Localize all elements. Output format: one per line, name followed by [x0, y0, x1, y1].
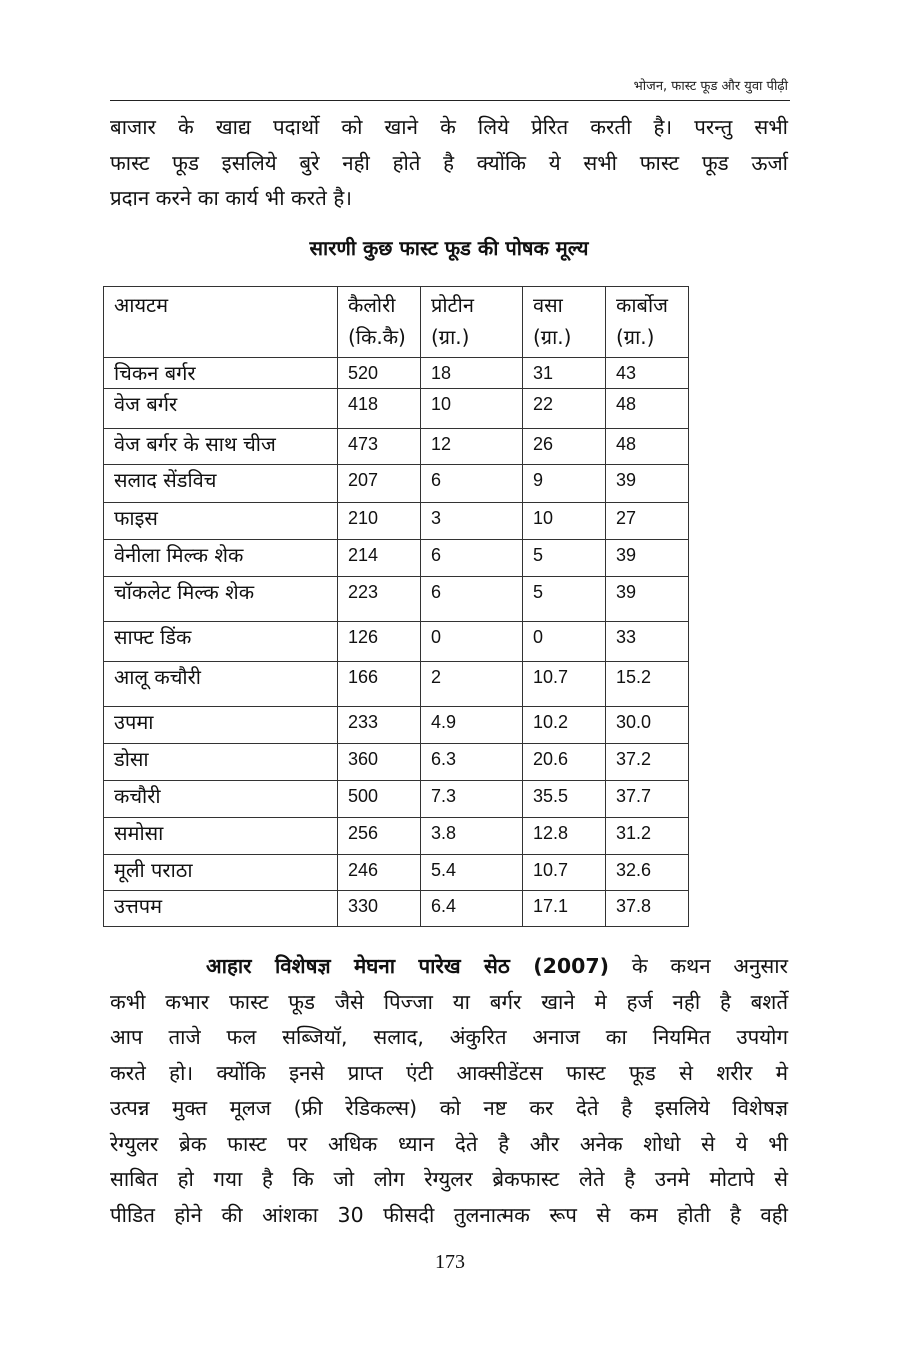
cell-carbs: 39	[606, 577, 689, 622]
header-protein: प्रोटीन (ग्रा.)	[421, 287, 523, 358]
cell-calories: 214	[338, 540, 421, 577]
table-row	[104, 540, 689, 577]
nutrition-table	[103, 286, 689, 927]
cell-item: चिकन बर्गर	[104, 358, 338, 389]
cell-carbs: 39	[606, 540, 689, 577]
cell-carbs: 30.0	[606, 707, 689, 744]
table-row	[104, 818, 689, 855]
cell-fat: 31	[523, 358, 606, 389]
cell-item: कचौरी	[104, 781, 338, 818]
cell-protein: 6.3	[421, 744, 523, 781]
cell-fat: 5	[523, 577, 606, 622]
cell-item: वेज बर्गर	[104, 389, 338, 429]
paragraph-line: आप ताजे फल सब्जियॉ, सलाद, अंकुरित अनाज का नियमित उपयोग	[110, 1025, 788, 1049]
table-row	[104, 358, 689, 389]
cell-fat: 0	[523, 622, 606, 662]
cell-calories: 520	[338, 358, 421, 389]
cell-carbs: 33	[606, 622, 689, 662]
paragraph-line: कभी कभार फास्ट फूड जैसे पिज्जा या बर्गर खाने मे हर्ज नही है बशर्ते	[110, 989, 788, 1014]
cell-fat: 12.8	[523, 818, 606, 855]
cell-carbs: 31.2	[606, 818, 689, 855]
cell-calories: 256	[338, 818, 421, 855]
cell-fat: 9	[523, 465, 606, 503]
table-caption: सारणी कुछ फास्ट फूड की पोषक मूल्य	[309, 236, 589, 260]
cell-calories: 126	[338, 622, 421, 662]
cell-protein: 18	[421, 358, 523, 389]
table-row	[104, 622, 689, 662]
cell-calories: 246	[338, 855, 421, 891]
cell-item: चॉकलेट मिल्क शेक	[104, 577, 338, 622]
cell-protein: 6	[421, 465, 523, 503]
cell-carbs: 32.6	[606, 855, 689, 891]
cell-item: साफ्ट डिंक	[104, 622, 338, 662]
cell-carbs: 37.7	[606, 781, 689, 818]
cell-item: समोसा	[104, 818, 338, 855]
cell-item: आलू कचौरी	[104, 662, 338, 707]
cell-protein: 7.3	[421, 781, 523, 818]
cell-item: फाइस	[104, 503, 338, 540]
paragraph-line: उत्पन्न मुक्त मूलज (फ्री रेडिकल्स) को नष्ट कर देते है इसलिये विशेषज्ञ	[110, 1096, 788, 1120]
cell-protein: 5.4	[421, 855, 523, 891]
cell-protein: 6	[421, 577, 523, 622]
table-row	[104, 389, 689, 429]
cell-fat: 10	[523, 503, 606, 540]
table-row	[104, 891, 689, 927]
cell-calories: 210	[338, 503, 421, 540]
cell-fat: 10.7	[523, 662, 606, 707]
cell-protein: 6	[421, 540, 523, 577]
cell-fat: 17.1	[523, 891, 606, 927]
cell-calories: 207	[338, 465, 421, 503]
paragraph-intro	[110, 110, 788, 217]
cell-carbs: 15.2	[606, 662, 689, 707]
paragraph-line: पीडित होने की आंशका 30 फीसदी तुलनात्मक रूप से कम होती है वही	[110, 1202, 788, 1227]
cell-protein: 2	[421, 662, 523, 707]
cell-calories: 500	[338, 781, 421, 818]
paragraph-expert	[110, 949, 788, 1233]
paragraph-line: करते हो। क्योंकि इनसे प्राप्त एंटी आक्सीडेंटस फास्ट फूड से शरीर मे	[110, 1060, 788, 1085]
table-row	[104, 429, 689, 465]
header-item: आयटम	[104, 287, 338, 358]
header-carbs: कार्बोज (ग्रा.)	[606, 287, 689, 358]
paragraph-line: रेग्युलर ब्रेक फास्ट पर अधिक ध्यान देते है और अनेक शोधो से ये भी	[110, 1131, 788, 1156]
table-row	[104, 744, 689, 781]
cell-carbs: 27	[606, 503, 689, 540]
cell-calories: 418	[338, 389, 421, 429]
table-row	[104, 503, 689, 540]
cell-carbs: 39	[606, 465, 689, 503]
cell-item: उत्तपम	[104, 891, 338, 927]
cell-item: डोसा	[104, 744, 338, 781]
header-fat: वसा (ग्रा.)	[523, 287, 606, 358]
cell-carbs: 37.8	[606, 891, 689, 927]
cell-calories: 360	[338, 744, 421, 781]
header-rule	[110, 100, 790, 101]
cell-protein: 0	[421, 622, 523, 662]
table-row	[104, 577, 689, 622]
cell-item: सलाद सेंडविच	[104, 465, 338, 503]
cell-protein: 4.9	[421, 707, 523, 744]
paragraph-line: प्रदान करने का कार्य भी करते है।	[110, 186, 353, 210]
cell-protein: 3.8	[421, 818, 523, 855]
cell-fat: 20.6	[523, 744, 606, 781]
table-row	[104, 855, 689, 891]
cell-item: मूली पराठा	[104, 855, 338, 891]
expert-citation: आहार विशेषज्ञ मेघना पारेख सेठ (2007)	[206, 954, 610, 978]
cell-protein: 6.4	[421, 891, 523, 927]
cell-calories: 473	[338, 429, 421, 465]
cell-item: वेज बर्गर के साथ चीज	[104, 429, 338, 465]
table-row	[104, 781, 689, 818]
cell-carbs: 43	[606, 358, 689, 389]
cell-carbs: 48	[606, 429, 689, 465]
cell-fat: 5	[523, 540, 606, 577]
cell-protein: 10	[421, 389, 523, 429]
table-row	[104, 465, 689, 503]
cell-fat: 22	[523, 389, 606, 429]
cell-calories: 166	[338, 662, 421, 707]
cell-fat: 26	[523, 429, 606, 465]
cell-fat: 10.7	[523, 855, 606, 891]
cell-calories: 223	[338, 577, 421, 622]
running-header: भोजन, फास्ट फूड और युवा पीढ़ी	[633, 79, 788, 94]
cell-fat: 10.2	[523, 707, 606, 744]
paragraph-line: आहार विशेषज्ञ मेघना पारेख सेठ (2007) के कथन अनुसार	[206, 954, 788, 978]
cell-calories: 233	[338, 707, 421, 744]
cell-item: उपमा	[104, 707, 338, 744]
page-number: 173	[435, 1251, 465, 1273]
cell-protein: 12	[421, 429, 523, 465]
paragraph-line: बाजार के खाद्य पदार्थो को खाने के लिये प्रेरित करती है। परन्तु सभी	[110, 115, 788, 139]
cell-carbs: 48	[606, 389, 689, 429]
cell-calories: 330	[338, 891, 421, 927]
paragraph-line: फास्ट फूड इसलिये बुरे नही होते है क्योंकि ये सभी फास्ट फूड ऊर्जा	[110, 150, 788, 175]
table-row	[104, 662, 689, 707]
cell-fat: 35.5	[523, 781, 606, 818]
table-row	[104, 707, 689, 744]
cell-item: वेनीला मिल्क शेक	[104, 540, 338, 577]
cell-protein: 3	[421, 503, 523, 540]
table-header-row	[104, 287, 689, 358]
paragraph-line: साबित हो गया है कि जो लोग रेग्युलर ब्रेकफास्ट लेते है उनमे मोटापे से	[110, 1167, 788, 1191]
header-calories: कैलोरी (कि.कै)	[338, 287, 421, 358]
cell-carbs: 37.2	[606, 744, 689, 781]
